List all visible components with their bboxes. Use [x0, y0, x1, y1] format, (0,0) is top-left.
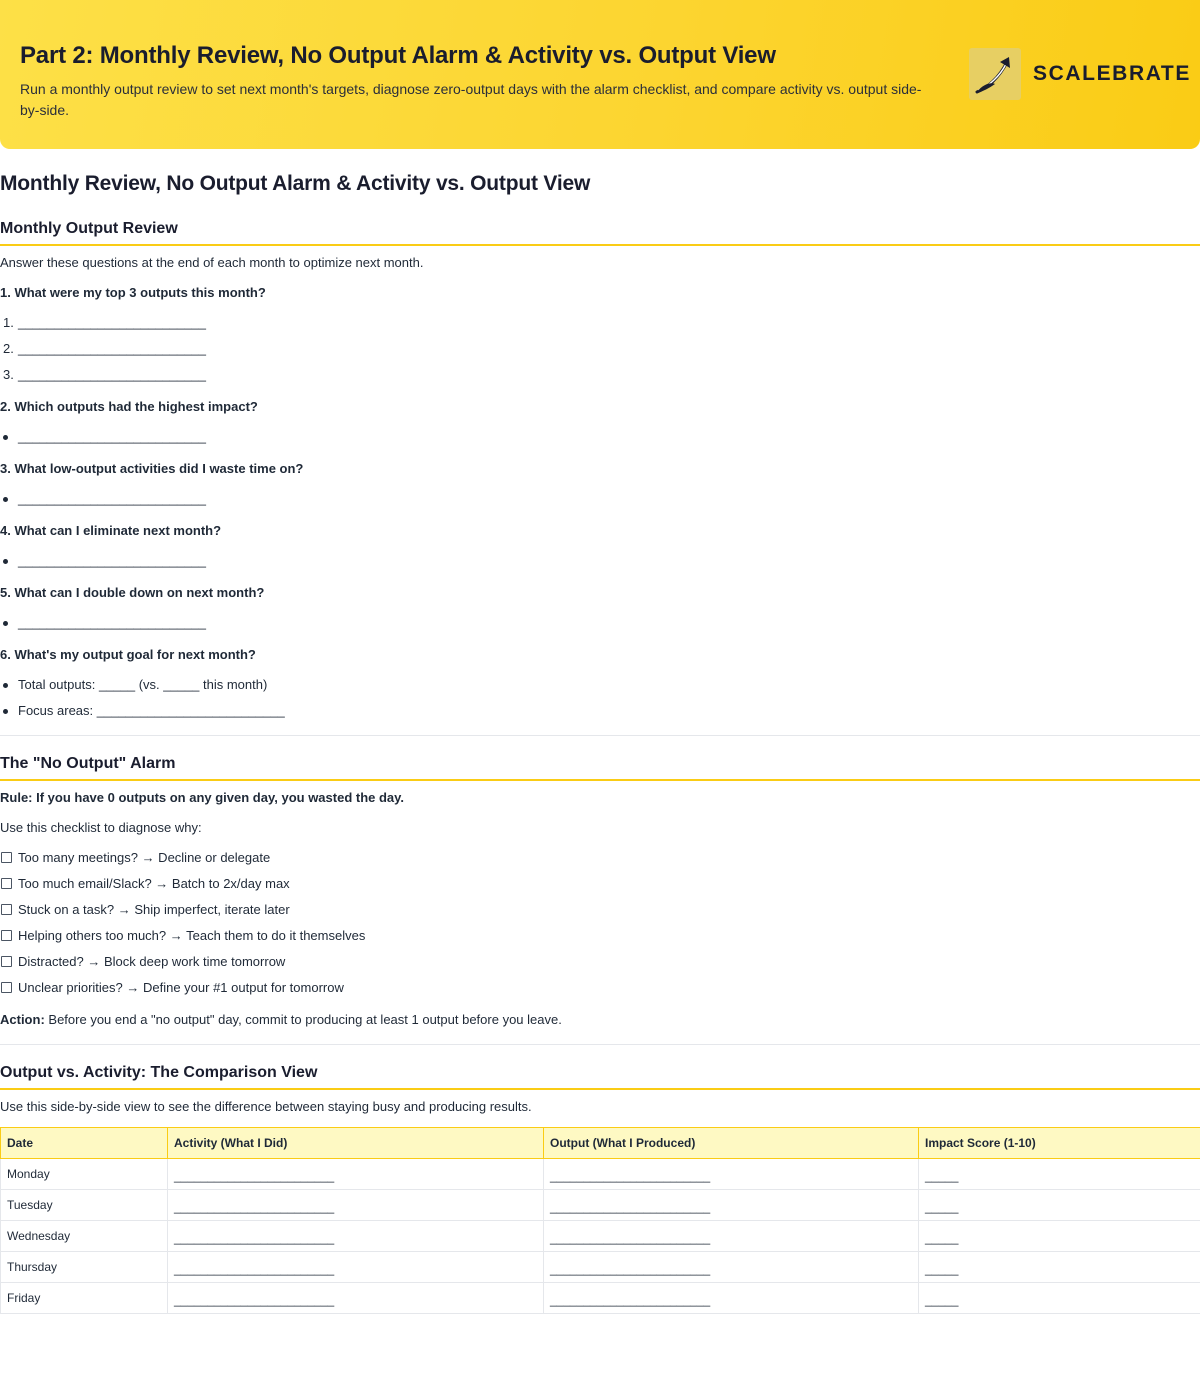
section-divider — [0, 244, 1200, 246]
checkbox[interactable] — [1, 878, 12, 889]
section-separator — [0, 735, 1200, 736]
question-2: 2. Which outputs had the highest impact? — [0, 399, 258, 414]
goal-focus-areas[interactable]: Focus areas: __________________________ — [18, 703, 285, 718]
section-divider — [0, 779, 1200, 781]
list-number: 1. — [3, 315, 14, 330]
table-row — [1, 1190, 1200, 1221]
table-row — [1, 1221, 1200, 1252]
cell-activity[interactable]: ________________________ — [168, 1252, 544, 1283]
section-separator — [0, 1044, 1200, 1045]
column-header-activity: Activity (What I Did) — [168, 1128, 544, 1159]
banner-subtitle: Run a monthly output review to set next month's targets, diagnose zero-output days with the alarm checklist, and compare activity vs. output side-by-side. — [20, 81, 922, 118]
bullet — [3, 683, 8, 688]
checklist-item: Stuck on a task? → Ship imperfect, iterate later — [18, 902, 290, 917]
answer-blank[interactable]: __________________________ — [18, 491, 206, 506]
page-title: Monthly Review, No Output Alarm & Activity vs. Output View — [0, 172, 591, 195]
banner-title: Part 2: Monthly Review, No Output Alarm & Activity vs. Output View — [20, 42, 776, 69]
cell-output[interactable]: ________________________ — [544, 1221, 919, 1252]
cell-impact[interactable]: _____ — [919, 1159, 1200, 1190]
section-heading-no-output-alarm: The "No Output" Alarm — [0, 755, 176, 772]
checkbox[interactable] — [1, 930, 12, 941]
column-header-impact: Impact Score (1-10) — [919, 1128, 1200, 1159]
column-header-output: Output (What I Produced) — [544, 1128, 919, 1159]
alarm-rule: Rule: If you have 0 outputs on any given day, you wasted the day. — [0, 790, 405, 805]
cell-impact[interactable]: _____ — [919, 1190, 1200, 1221]
section-heading-monthly-review: Monthly Output Review — [0, 220, 178, 237]
cell-activity[interactable]: ________________________ — [168, 1159, 544, 1190]
checkbox[interactable] — [1, 904, 12, 915]
cell-impact[interactable]: _____ — [919, 1283, 1200, 1314]
cell-activity[interactable]: ________________________ — [168, 1221, 544, 1252]
comparison-table — [0, 1127, 1200, 1314]
monthly-review-intro: Answer these questions at the end of each month to optimize next month. — [0, 255, 424, 270]
cell-activity[interactable]: ________________________ — [168, 1190, 544, 1221]
list-number: 2. — [3, 341, 14, 356]
checkbox[interactable] — [1, 852, 12, 863]
section-heading-comparison: Output vs. Activity: The Comparison View — [0, 1064, 318, 1081]
cell-impact[interactable]: _____ — [919, 1221, 1200, 1252]
column-header-date: Date — [1, 1128, 168, 1159]
action-label: Action: — [0, 1012, 45, 1027]
section-divider — [0, 1088, 1200, 1090]
cell-date: Friday — [1, 1283, 168, 1314]
goal-total-outputs[interactable]: Total outputs: _____ (vs. _____ this month) — [18, 677, 268, 692]
cell-output[interactable]: ________________________ — [544, 1283, 919, 1314]
question-3: 3. What low-output activities did I waste time on? — [0, 461, 304, 476]
brand-logo: SCALEBRATE — [1033, 62, 1191, 85]
cell-activity[interactable]: ________________________ — [168, 1283, 544, 1314]
checklist-item: Too much email/Slack? → Batch to 2x/day max — [18, 876, 290, 891]
question-4: 4. What can I eliminate next month? — [0, 523, 222, 538]
checklist-item: Too many meetings? → Decline or delegate — [18, 850, 271, 865]
bullet — [3, 497, 8, 502]
cell-date: Thursday — [1, 1252, 168, 1283]
checklist-item: Helping others too much? → Teach them to do it themselves — [18, 928, 366, 943]
cell-output[interactable]: ________________________ — [544, 1252, 919, 1283]
bullet — [3, 435, 8, 440]
cell-output[interactable]: ________________________ — [544, 1159, 919, 1190]
answer-blank[interactable]: __________________________ — [18, 615, 206, 630]
cell-date: Wednesday — [1, 1221, 168, 1252]
question-1: 1. What were my top 3 outputs this month? — [0, 285, 266, 300]
bullet — [3, 621, 8, 626]
answer-blank[interactable]: __________________________ — [18, 553, 206, 568]
cell-date: Tuesday — [1, 1190, 168, 1221]
checkbox[interactable] — [1, 982, 12, 993]
table-row — [1, 1283, 1200, 1314]
header-banner — [0, 0, 1200, 149]
alarm-intro: Use this checklist to diagnose why: — [0, 820, 202, 835]
action-text: Before you end a "no output" day, commit to producing at least 1 output before you leave. — [48, 1012, 562, 1027]
cell-output[interactable]: ________________________ — [544, 1190, 919, 1221]
alarm-action — [0, 1012, 562, 1027]
answer-blank[interactable]: __________________________ — [18, 341, 206, 356]
comparison-intro: Use this side-by-side view to see the difference between staying busy and producing results. — [0, 1099, 532, 1114]
table-header-row — [1, 1128, 1200, 1159]
checklist-item: Unclear priorities? → Define your #1 output for tomorrow — [18, 980, 344, 995]
answer-blank[interactable]: __________________________ — [18, 367, 206, 382]
cell-date: Monday — [1, 1159, 168, 1190]
cell-impact[interactable]: _____ — [919, 1252, 1200, 1283]
table-row — [1, 1252, 1200, 1283]
bullet — [3, 559, 8, 564]
checkbox[interactable] — [1, 956, 12, 967]
rising-arrow-icon — [969, 48, 1021, 100]
bullet — [3, 709, 8, 714]
question-6: 6. What's my output goal for next month? — [0, 647, 256, 662]
answer-blank[interactable]: __________________________ — [18, 315, 206, 330]
list-number: 3. — [3, 367, 14, 382]
table-row — [1, 1159, 1200, 1190]
question-5: 5. What can I double down on next month? — [0, 585, 265, 600]
checklist-item: Distracted? → Block deep work time tomorrow — [18, 954, 286, 969]
answer-blank[interactable]: __________________________ — [18, 429, 206, 444]
